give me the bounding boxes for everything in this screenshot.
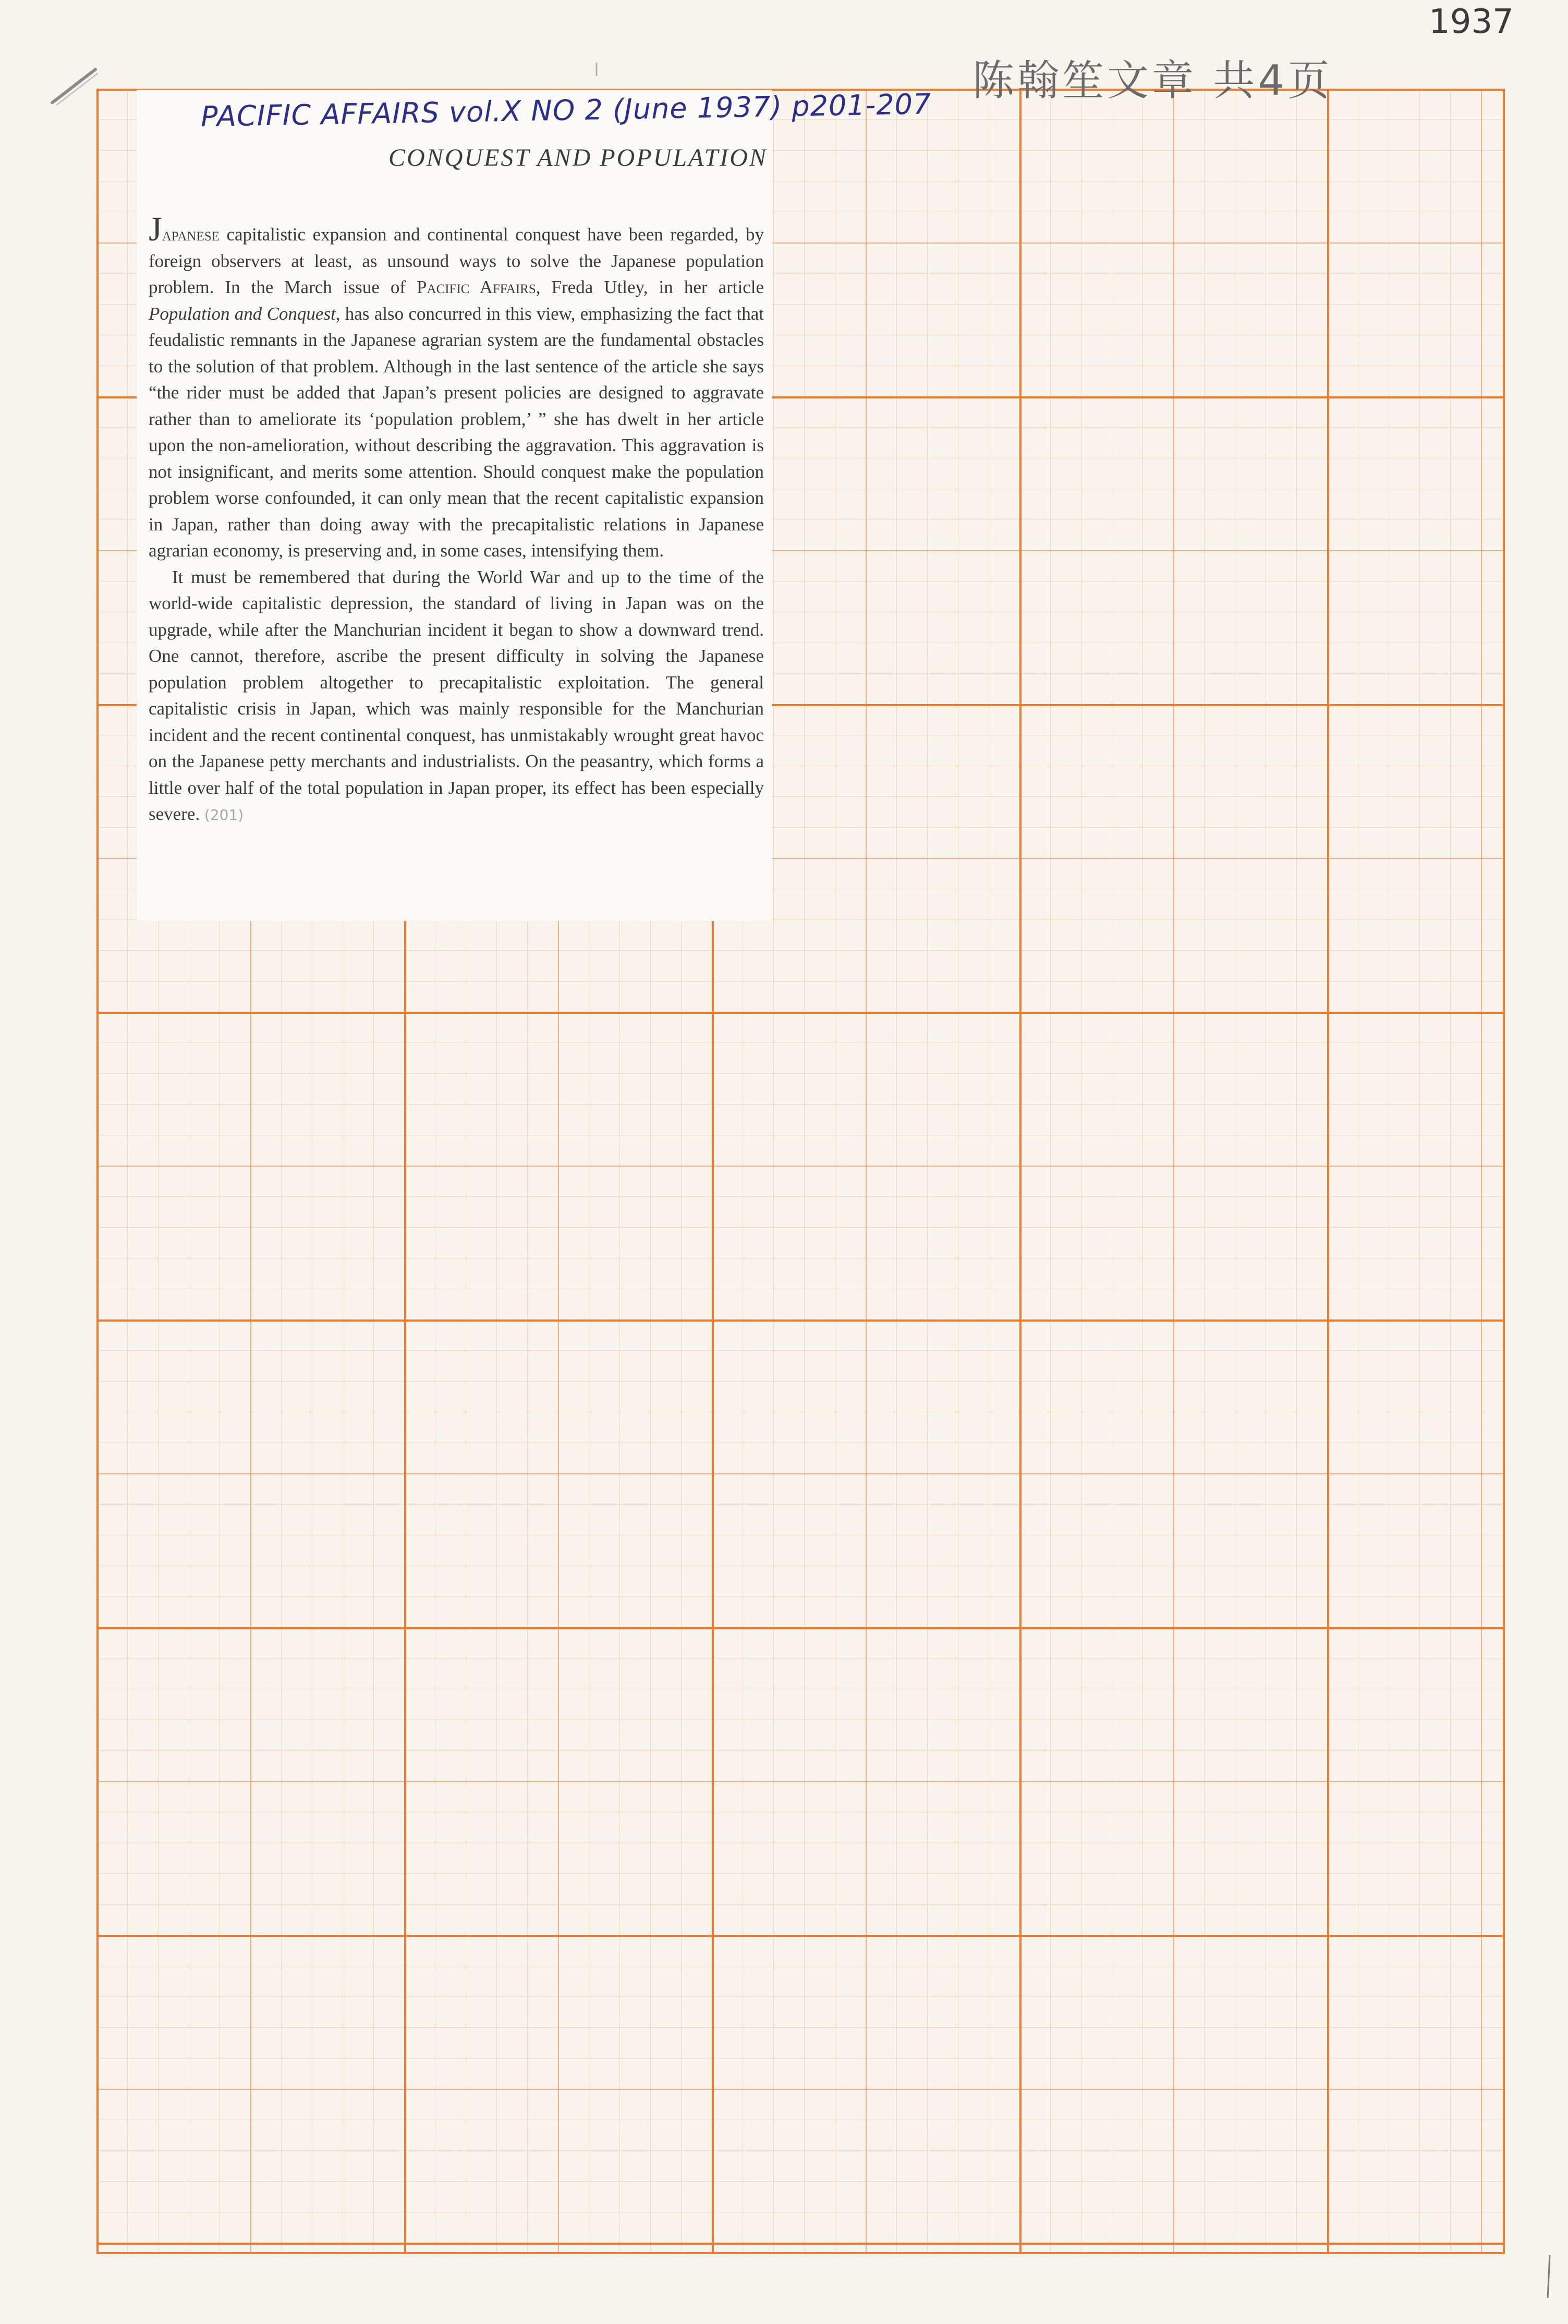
drop-cap: J <box>149 210 162 248</box>
paragraph-1-text-c: , has also concurred in this view, emphasizing the fact that feudalistic remnants in the Japanese agrarian system are the fundamental obstacles to the solution of that problem. Although in the last sentence of the article she says “the rider must be added that Japan’s present policies are designed to aggravate rather than to ameliorate its ‘population problem,’ ” she has dwelt in her article upon the non-amelioration, without describing the aggravation. This aggravation is not insignificant, and merits some attention. Should conquest make the population problem worse confounded, it can only mean that the recent capitalistic expansion in Japan, rather than doing away with the precapitalistic relations in Japanese agrarian economy, is preserving and, in some cases, intensifying them. <box>149 303 764 561</box>
cited-article-title: Population and Conquest <box>149 303 336 324</box>
pencil-tick-mark <box>593 62 600 77</box>
paperclip-mark <box>50 65 99 107</box>
paragraph-1 <box>149 210 764 564</box>
lead-word: apanese <box>162 224 220 245</box>
paragraph-1-text-a: capitalistic expansion and continental conquest have been regarded, by foreign observers at least, as unsound ways to solve the Japanese population problem. In the March issue of <box>149 224 764 297</box>
pencil-page-number: (201) <box>204 806 244 824</box>
handwritten-chinese-note: 陈翰笙文章 共4页 <box>973 56 1333 105</box>
paragraph-1-text-b: , Freda Utley, in her article <box>536 277 764 297</box>
paragraph-2-text: It must be remembered that during the World War and up to the time of the world-wide capitalistic depression, the standard of living in Japan was on the upgrade, while after the Manchurian incident it began to show a downward trend. One cannot, therefore, ascribe the present difficulty in solving the Japanese population problem altogether to precapitalistic exploitation. The general capitalistic crisis in Japan, which was mainly responsible for the Manchurian incident and the recent continental conquest, has unmistakably wrought great havoc on the Japanese petty merchants and industrialists. On the peasantry, which forms a little over half of the total population in Japan proper, its effect has been especially severe. <box>149 566 764 824</box>
paragraph-2 <box>149 564 764 829</box>
article-body <box>149 210 764 829</box>
article-title: CONQUEST AND POPULATION <box>388 144 768 172</box>
handwritten-year: 1937 <box>1429 3 1514 41</box>
handwritten-source-reference: PACIFIC AFFAIRS vol.X NO 2 (June 1937) p201-207 <box>200 87 932 134</box>
journal-name: Pacific Affairs <box>417 277 536 297</box>
edge-pencil-mark <box>1543 2253 1554 2300</box>
